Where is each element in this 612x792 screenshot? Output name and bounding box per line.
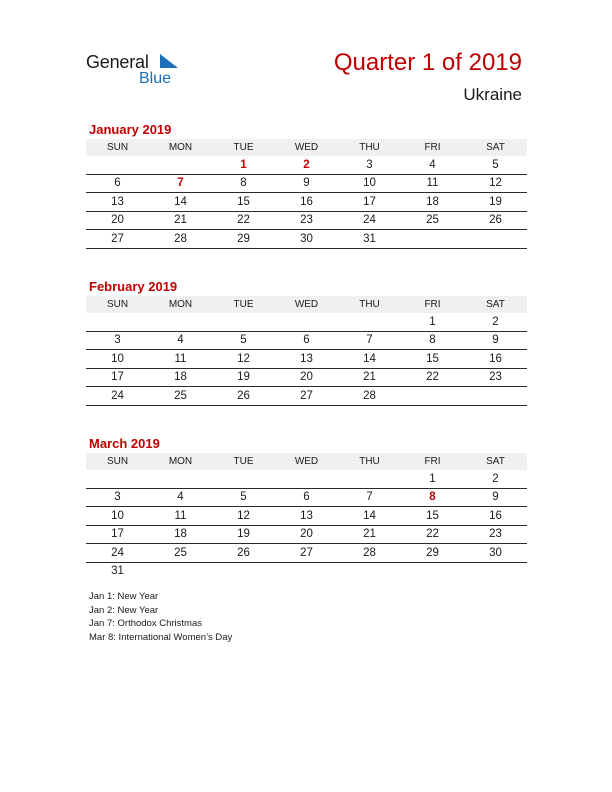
weekday-header: TUE — [233, 142, 254, 153]
day-cell: 14 — [338, 507, 401, 526]
logo-triangle-icon — [160, 54, 178, 68]
month-name: March 2019 — [89, 436, 160, 451]
holiday-entry: Jan 1: New Year — [89, 591, 159, 602]
day-cell: 27 — [275, 544, 338, 563]
weekday-header: SUN — [106, 142, 129, 153]
day-cell: 10 — [86, 350, 149, 369]
day-cell: 18 — [401, 193, 464, 212]
day-cell: 18 — [149, 525, 212, 544]
weekday-header: MON — [168, 142, 193, 153]
day-cell: 20 — [86, 211, 149, 230]
weekday-header: SUN — [106, 299, 129, 310]
day-cell: 17 — [86, 525, 149, 544]
day-cell: 11 — [149, 507, 212, 526]
day-cell: 31 — [111, 565, 124, 578]
day-cell: 23 — [275, 211, 338, 230]
day-cell: 21 — [338, 368, 401, 387]
day-cell: 16 — [464, 350, 527, 369]
logo-blue-text: Blue — [139, 70, 172, 87]
brand-logo — [86, 50, 196, 90]
week-row — [86, 156, 527, 174]
day-cell: 27 — [86, 230, 149, 249]
month-table — [86, 296, 527, 406]
empty-day-cell — [275, 313, 338, 331]
week-row — [86, 368, 527, 387]
week-row — [86, 313, 527, 331]
day-cell: 3 — [338, 156, 401, 174]
weekday-header: TUE — [233, 299, 254, 310]
day-cell: 14 — [149, 193, 212, 212]
day-cell: 26 — [464, 211, 527, 230]
day-cell: 13 — [86, 193, 149, 212]
day-cell: 4 — [149, 331, 212, 350]
weekday-header: FRI — [424, 299, 441, 310]
day-cell: 12 — [212, 507, 275, 526]
month-calendar — [86, 435, 527, 580]
logo-general-text: General — [86, 52, 149, 72]
day-cell: 19 — [212, 525, 275, 544]
weekday-header: MON — [168, 456, 193, 467]
day-cell: 24 — [86, 544, 149, 563]
holiday-entry: Jan 2: New Year — [89, 604, 159, 616]
empty-day-cell — [464, 387, 527, 406]
day-cell: 6 — [275, 331, 338, 350]
day-cell: 6 — [86, 174, 149, 193]
day-cell: 5 — [212, 488, 275, 507]
weekday-header: TUE — [233, 456, 254, 467]
empty-day-cell — [464, 230, 527, 249]
weekday-header-row — [86, 296, 527, 313]
day-cell: 25 — [149, 544, 212, 563]
week-row — [86, 193, 527, 212]
day-cell: 12 — [212, 350, 275, 369]
weekday-header: FRI — [424, 456, 441, 467]
empty-day-cell — [401, 230, 464, 249]
day-cell: 9 — [464, 488, 527, 507]
empty-day-cell — [149, 156, 212, 174]
day-cell: 24 — [86, 387, 149, 406]
day-cell: 22 — [401, 368, 464, 387]
empty-day-cell — [275, 470, 338, 488]
holiday-day-cell: 8 — [401, 488, 464, 507]
page-title: Quarter 1 of 2019 — [333, 49, 522, 76]
empty-day-cell — [338, 313, 401, 331]
day-cell: 15 — [401, 507, 464, 526]
day-cell: 29 — [401, 544, 464, 563]
week-row — [86, 350, 527, 369]
empty-day-cell — [401, 387, 464, 406]
day-cell: 28 — [338, 544, 401, 563]
week-row — [86, 507, 527, 526]
day-cell: 7 — [338, 331, 401, 350]
day-cell: 4 — [401, 156, 464, 174]
day-cell: 5 — [464, 156, 527, 174]
day-cell: 19 — [464, 193, 527, 212]
country-name: Ukraine — [463, 85, 522, 104]
day-cell: 19 — [212, 368, 275, 387]
holiday-list — [89, 590, 232, 644]
week-row — [86, 174, 527, 193]
day-cell: 3 — [86, 488, 149, 507]
weekday-header: MON — [168, 299, 193, 310]
empty-day-cell — [338, 470, 401, 488]
day-cell: 17 — [86, 368, 149, 387]
week-row — [86, 230, 527, 249]
holiday-entry: Jan 7: Orthodox Christmas — [89, 618, 202, 629]
week-row — [86, 470, 527, 488]
week-row — [86, 387, 527, 406]
day-cell: 7 — [338, 488, 401, 507]
day-cell: 14 — [338, 350, 401, 369]
day-cell: 25 — [401, 211, 464, 230]
day-cell: 23 — [464, 525, 527, 544]
day-cell: 17 — [338, 193, 401, 212]
week-row — [86, 525, 527, 544]
weekday-header: WED — [294, 299, 319, 310]
day-cell: 13 — [275, 350, 338, 369]
day-cell: 1 — [401, 470, 464, 488]
empty-day-cell — [212, 562, 275, 580]
weekday-header-row — [86, 453, 527, 470]
month-table — [86, 453, 527, 580]
day-cell: 10 — [86, 507, 149, 526]
day-cell: 30 — [464, 544, 527, 563]
empty-day-cell — [86, 313, 149, 331]
weekday-header: WED — [294, 456, 319, 467]
day-cell: 13 — [275, 507, 338, 526]
week-row — [86, 211, 527, 230]
day-cell: 9 — [275, 174, 338, 193]
empty-day-cell — [464, 562, 527, 580]
week-row — [86, 544, 527, 563]
day-cell: 22 — [212, 211, 275, 230]
day-cell: 26 — [212, 544, 275, 563]
empty-day-cell — [149, 313, 212, 331]
empty-day-cell — [149, 562, 212, 580]
day-cell: 20 — [275, 368, 338, 387]
month-name: February 2019 — [89, 279, 178, 294]
day-cell: 25 — [149, 387, 212, 406]
day-cell: 26 — [212, 387, 275, 406]
day-cell: 2 — [464, 470, 527, 488]
weekday-header: THU — [359, 299, 380, 310]
holiday-day-cell: 7 — [149, 174, 212, 193]
day-cell: 6 — [275, 488, 338, 507]
month-name: January 2019 — [89, 122, 172, 137]
month-calendar — [86, 278, 527, 406]
empty-day-cell — [86, 156, 149, 174]
empty-day-cell — [338, 562, 401, 580]
day-cell: 23 — [464, 368, 527, 387]
day-cell: 31 — [338, 230, 401, 249]
week-row — [86, 562, 527, 580]
day-cell: 8 — [401, 331, 464, 350]
day-cell: 24 — [338, 211, 401, 230]
day-cell: 5 — [212, 331, 275, 350]
day-cell: 21 — [338, 525, 401, 544]
day-cell: 2 — [464, 313, 527, 331]
weekday-header: THU — [359, 142, 380, 153]
weekday-header: SUN — [106, 456, 129, 467]
day-cell: 12 — [464, 174, 527, 193]
day-cell: 4 — [149, 488, 212, 507]
day-cell: 15 — [212, 193, 275, 212]
weekday-header: SAT — [486, 299, 505, 310]
holiday-entry: Mar 8: International Women’s Day — [89, 631, 233, 643]
day-cell: 21 — [149, 211, 212, 230]
day-cell: 10 — [338, 174, 401, 193]
month-table — [86, 139, 527, 249]
day-cell: 8 — [212, 174, 275, 193]
weekday-header: WED — [294, 142, 319, 153]
weekday-header-row — [86, 139, 527, 156]
weekday-header: THU — [359, 456, 380, 467]
weekday-header: SAT — [486, 456, 505, 467]
day-cell: 15 — [401, 350, 464, 369]
day-cell: 30 — [275, 230, 338, 249]
week-row — [86, 331, 527, 350]
day-cell: 28 — [338, 387, 401, 406]
day-cell: 22 — [401, 525, 464, 544]
holiday-day-cell: 2 — [275, 156, 338, 174]
day-cell: 9 — [464, 331, 527, 350]
month-calendar — [86, 121, 527, 249]
day-cell: 20 — [275, 525, 338, 544]
empty-day-cell — [401, 562, 464, 580]
week-row — [86, 488, 527, 507]
empty-day-cell — [212, 313, 275, 331]
day-cell: 16 — [275, 193, 338, 212]
empty-day-cell — [275, 562, 338, 580]
day-cell: 28 — [149, 230, 212, 249]
day-cell: 11 — [401, 174, 464, 193]
holiday-day-cell: 1 — [212, 156, 275, 174]
empty-day-cell — [149, 470, 212, 488]
day-cell: 29 — [212, 230, 275, 249]
empty-day-cell — [212, 470, 275, 488]
empty-day-cell — [86, 470, 149, 488]
day-cell: 27 — [275, 387, 338, 406]
day-cell: 16 — [464, 507, 527, 526]
day-cell: 11 — [149, 350, 212, 369]
day-cell: 18 — [149, 368, 212, 387]
day-cell: 1 — [401, 313, 464, 331]
day-cell: 3 — [86, 331, 149, 350]
weekday-header: FRI — [424, 142, 441, 153]
weekday-header: SAT — [486, 142, 505, 153]
